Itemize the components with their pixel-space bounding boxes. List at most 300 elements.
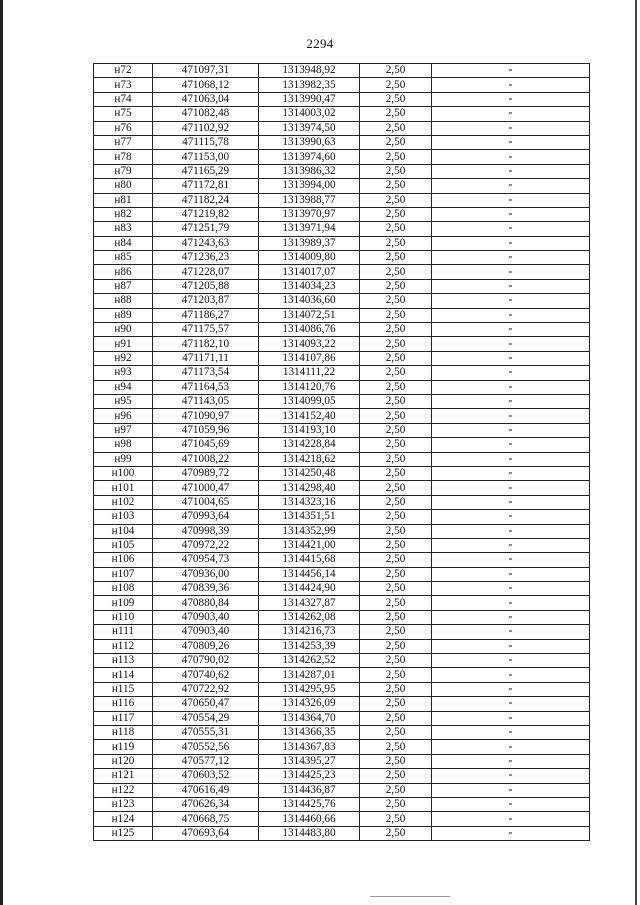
point-id-cell: н76: [94, 121, 153, 135]
note-cell: -: [432, 481, 590, 495]
note-cell: -: [432, 279, 590, 293]
note-cell: -: [432, 797, 590, 811]
accuracy-cell: 2,50: [360, 78, 432, 92]
note-cell: -: [432, 639, 590, 653]
y-coordinate-cell: 1314086,76: [259, 323, 360, 337]
table-row: [94, 826, 590, 840]
x-coordinate-cell: 470552,56: [153, 740, 259, 754]
accuracy-cell: 2,50: [360, 596, 432, 610]
point-id-cell: н73: [94, 78, 153, 92]
note-cell: -: [432, 725, 590, 739]
x-coordinate-cell: 470577,12: [153, 754, 259, 768]
point-id-cell: н72: [94, 64, 153, 78]
accuracy-cell: 2,50: [360, 222, 432, 236]
note-cell: -: [432, 826, 590, 840]
note-cell: -: [432, 294, 590, 308]
point-id-cell: н100: [94, 466, 153, 480]
table-row: [94, 222, 590, 236]
y-coordinate-cell: 1314072,51: [259, 308, 360, 322]
table-row: [94, 121, 590, 135]
accuracy-cell: 2,50: [360, 625, 432, 639]
note-cell: -: [432, 610, 590, 624]
accuracy-cell: 2,50: [360, 797, 432, 811]
note-cell: -: [432, 265, 590, 279]
table-row: [94, 164, 590, 178]
x-coordinate-cell: 470626,34: [153, 797, 259, 811]
accuracy-cell: 2,50: [360, 812, 432, 826]
point-id-cell: н109: [94, 596, 153, 610]
coordinates-table: [93, 63, 590, 841]
y-coordinate-cell: 1314395,27: [259, 754, 360, 768]
note-cell: -: [432, 78, 590, 92]
point-id-cell: н94: [94, 380, 153, 394]
y-coordinate-cell: 1314424,90: [259, 582, 360, 596]
x-coordinate-cell: 471172,81: [153, 179, 259, 193]
x-coordinate-cell: 471175,57: [153, 323, 259, 337]
table-row: [94, 538, 590, 552]
point-id-cell: н125: [94, 826, 153, 840]
note-cell: -: [432, 337, 590, 351]
x-coordinate-cell: 470668,75: [153, 812, 259, 826]
note-cell: -: [432, 538, 590, 552]
note-cell: -: [432, 495, 590, 509]
x-coordinate-cell: 471164,53: [153, 380, 259, 394]
table-row: [94, 553, 590, 567]
accuracy-cell: 2,50: [360, 639, 432, 653]
x-coordinate-cell: 470693,64: [153, 826, 259, 840]
note-cell: -: [432, 308, 590, 322]
x-coordinate-cell: 470989,72: [153, 466, 259, 480]
table-row: [94, 351, 590, 365]
point-id-cell: н106: [94, 553, 153, 567]
point-id-cell: н110: [94, 610, 153, 624]
table-row: [94, 582, 590, 596]
accuracy-cell: 2,50: [360, 466, 432, 480]
point-id-cell: н85: [94, 251, 153, 265]
note-cell: -: [432, 251, 590, 265]
note-cell: -: [432, 711, 590, 725]
note-cell: -: [432, 323, 590, 337]
note-cell: -: [432, 697, 590, 711]
table-row: [94, 567, 590, 581]
note-cell: -: [432, 193, 590, 207]
table-row: [94, 380, 590, 394]
point-id-cell: н101: [94, 481, 153, 495]
note-cell: -: [432, 409, 590, 423]
point-id-cell: н122: [94, 783, 153, 797]
point-id-cell: н120: [94, 754, 153, 768]
note-cell: -: [432, 135, 590, 149]
point-id-cell: н86: [94, 265, 153, 279]
x-coordinate-cell: 471068,12: [153, 78, 259, 92]
y-coordinate-cell: 1313986,32: [259, 164, 360, 178]
accuracy-cell: 2,50: [360, 438, 432, 452]
point-id-cell: н123: [94, 797, 153, 811]
note-cell: -: [432, 625, 590, 639]
note-cell: -: [432, 582, 590, 596]
point-id-cell: н90: [94, 323, 153, 337]
point-id-cell: н81: [94, 193, 153, 207]
point-id-cell: н103: [94, 510, 153, 524]
point-id-cell: н107: [94, 567, 153, 581]
x-coordinate-cell: 471090,97: [153, 409, 259, 423]
table-row: [94, 697, 590, 711]
point-id-cell: н93: [94, 366, 153, 380]
note-cell: -: [432, 164, 590, 178]
point-id-cell: н116: [94, 697, 153, 711]
y-coordinate-cell: 1313988,77: [259, 193, 360, 207]
point-id-cell: н88: [94, 294, 153, 308]
table-row: [94, 596, 590, 610]
accuracy-cell: 2,50: [360, 423, 432, 437]
note-cell: -: [432, 366, 590, 380]
table-row: [94, 654, 590, 668]
table-row: [94, 812, 590, 826]
y-coordinate-cell: 1313989,37: [259, 236, 360, 250]
note-cell: -: [432, 783, 590, 797]
y-coordinate-cell: 1313974,60: [259, 150, 360, 164]
table-row: [94, 150, 590, 164]
x-coordinate-cell: 471004,65: [153, 495, 259, 509]
accuracy-cell: 2,50: [360, 754, 432, 768]
accuracy-cell: 2,50: [360, 236, 432, 250]
point-id-cell: н118: [94, 725, 153, 739]
note-cell: -: [432, 351, 590, 365]
note-cell: -: [432, 524, 590, 538]
note-cell: -: [432, 740, 590, 754]
coordinates-table-body: [94, 64, 590, 841]
y-coordinate-cell: 1314425,23: [259, 769, 360, 783]
point-id-cell: н113: [94, 654, 153, 668]
accuracy-cell: 2,50: [360, 394, 432, 408]
y-coordinate-cell: 1314326,09: [259, 697, 360, 711]
accuracy-cell: 2,50: [360, 481, 432, 495]
point-id-cell: н80: [94, 179, 153, 193]
x-coordinate-cell: 471182,24: [153, 193, 259, 207]
x-coordinate-cell: 471097,31: [153, 64, 259, 78]
table-row: [94, 495, 590, 509]
accuracy-cell: 2,50: [360, 380, 432, 394]
accuracy-cell: 2,50: [360, 697, 432, 711]
table-row: [94, 524, 590, 538]
accuracy-cell: 2,50: [360, 294, 432, 308]
point-id-cell: н114: [94, 668, 153, 682]
y-coordinate-cell: 1314093,22: [259, 337, 360, 351]
page-number: 2294: [306, 36, 334, 51]
y-coordinate-cell: 1314298,40: [259, 481, 360, 495]
table-row: [94, 107, 590, 121]
accuracy-cell: 2,50: [360, 121, 432, 135]
x-coordinate-cell: 471008,22: [153, 452, 259, 466]
accuracy-cell: 2,50: [360, 351, 432, 365]
point-id-cell: н89: [94, 308, 153, 322]
point-id-cell: н124: [94, 812, 153, 826]
accuracy-cell: 2,50: [360, 308, 432, 322]
accuracy-cell: 2,50: [360, 337, 432, 351]
accuracy-cell: 2,50: [360, 179, 432, 193]
accuracy-cell: 2,50: [360, 826, 432, 840]
y-coordinate-cell: 1314436,87: [259, 783, 360, 797]
table-row: [94, 452, 590, 466]
accuracy-cell: 2,50: [360, 265, 432, 279]
x-coordinate-cell: 471182,10: [153, 337, 259, 351]
point-id-cell: н108: [94, 582, 153, 596]
y-coordinate-cell: 1314034,23: [259, 279, 360, 293]
x-coordinate-cell: 470903,40: [153, 610, 259, 624]
note-cell: -: [432, 179, 590, 193]
y-coordinate-cell: 1314218,62: [259, 452, 360, 466]
accuracy-cell: 2,50: [360, 553, 432, 567]
table-row: [94, 64, 590, 78]
note-cell: -: [432, 121, 590, 135]
table-row: [94, 236, 590, 250]
accuracy-cell: 2,50: [360, 682, 432, 696]
x-coordinate-cell: 470722,92: [153, 682, 259, 696]
table-row: [94, 135, 590, 149]
x-coordinate-cell: 471059,96: [153, 423, 259, 437]
point-id-cell: н112: [94, 639, 153, 653]
accuracy-cell: 2,50: [360, 783, 432, 797]
x-coordinate-cell: 471236,23: [153, 251, 259, 265]
y-coordinate-cell: 1314017,07: [259, 265, 360, 279]
point-id-cell: н82: [94, 207, 153, 221]
y-coordinate-cell: 1314250,48: [259, 466, 360, 480]
y-coordinate-cell: 1314352,99: [259, 524, 360, 538]
accuracy-cell: 2,50: [360, 769, 432, 783]
accuracy-cell: 2,50: [360, 668, 432, 682]
y-coordinate-cell: 1314262,52: [259, 654, 360, 668]
accuracy-cell: 2,50: [360, 207, 432, 221]
x-coordinate-cell: 470616,49: [153, 783, 259, 797]
table-row: [94, 740, 590, 754]
point-id-cell: н84: [94, 236, 153, 250]
note-cell: -: [432, 380, 590, 394]
x-coordinate-cell: 470954,73: [153, 553, 259, 567]
x-coordinate-cell: 470936,00: [153, 567, 259, 581]
table-row: [94, 711, 590, 725]
point-id-cell: н115: [94, 682, 153, 696]
point-id-cell: н105: [94, 538, 153, 552]
y-coordinate-cell: 1313971,94: [259, 222, 360, 236]
table-row: [94, 279, 590, 293]
note-cell: -: [432, 452, 590, 466]
accuracy-cell: 2,50: [360, 409, 432, 423]
note-cell: -: [432, 222, 590, 236]
page-edge-left: [0, 0, 3, 905]
table-row: [94, 610, 590, 624]
table-row: [94, 394, 590, 408]
table-row: [94, 265, 590, 279]
y-coordinate-cell: 1313990,63: [259, 135, 360, 149]
note-cell: -: [432, 394, 590, 408]
table-row: [94, 668, 590, 682]
x-coordinate-cell: 470790,02: [153, 654, 259, 668]
y-coordinate-cell: 1314421,00: [259, 538, 360, 552]
y-coordinate-cell: 1314120,76: [259, 380, 360, 394]
table-row: [94, 308, 590, 322]
accuracy-cell: 2,50: [360, 279, 432, 293]
y-coordinate-cell: 1313970,97: [259, 207, 360, 221]
y-coordinate-cell: 1314228,84: [259, 438, 360, 452]
point-id-cell: н77: [94, 135, 153, 149]
table-row: [94, 251, 590, 265]
accuracy-cell: 2,50: [360, 251, 432, 265]
note-cell: -: [432, 207, 590, 221]
point-id-cell: н119: [94, 740, 153, 754]
note-cell: -: [432, 654, 590, 668]
x-coordinate-cell: 471102,92: [153, 121, 259, 135]
accuracy-cell: 2,50: [360, 567, 432, 581]
table-row: [94, 510, 590, 524]
point-id-cell: н95: [94, 394, 153, 408]
table-row: [94, 294, 590, 308]
table-row: [94, 193, 590, 207]
y-coordinate-cell: 1314456,14: [259, 567, 360, 581]
table-row: [94, 423, 590, 437]
y-coordinate-cell: 1314366,35: [259, 725, 360, 739]
y-coordinate-cell: 1314425,76: [259, 797, 360, 811]
note-cell: -: [432, 466, 590, 480]
table-row: [94, 625, 590, 639]
accuracy-cell: 2,50: [360, 654, 432, 668]
x-coordinate-cell: 471143,05: [153, 394, 259, 408]
point-id-cell: н83: [94, 222, 153, 236]
scan-artifact-line: [370, 896, 450, 897]
page-edge-right: [635, 0, 637, 905]
y-coordinate-cell: 1314415,68: [259, 553, 360, 567]
point-id-cell: н87: [94, 279, 153, 293]
table-row: [94, 466, 590, 480]
point-id-cell: н102: [94, 495, 153, 509]
x-coordinate-cell: 470650,47: [153, 697, 259, 711]
point-id-cell: н75: [94, 107, 153, 121]
y-coordinate-cell: 1314099,05: [259, 394, 360, 408]
point-id-cell: н79: [94, 164, 153, 178]
y-coordinate-cell: 1314327,87: [259, 596, 360, 610]
accuracy-cell: 2,50: [360, 538, 432, 552]
table-row: [94, 797, 590, 811]
table-row: [94, 366, 590, 380]
x-coordinate-cell: 470903,40: [153, 625, 259, 639]
y-coordinate-cell: 1314107,86: [259, 351, 360, 365]
y-coordinate-cell: 1314003,02: [259, 107, 360, 121]
note-cell: -: [432, 754, 590, 768]
point-id-cell: н96: [94, 409, 153, 423]
point-id-cell: н78: [94, 150, 153, 164]
x-coordinate-cell: 470998,39: [153, 524, 259, 538]
accuracy-cell: 2,50: [360, 582, 432, 596]
note-cell: -: [432, 107, 590, 121]
x-coordinate-cell: 471165,29: [153, 164, 259, 178]
table-row: [94, 783, 590, 797]
y-coordinate-cell: 1314364,70: [259, 711, 360, 725]
y-coordinate-cell: 1313994,00: [259, 179, 360, 193]
accuracy-cell: 2,50: [360, 92, 432, 106]
table-row: [94, 92, 590, 106]
x-coordinate-cell: 470809,26: [153, 639, 259, 653]
accuracy-cell: 2,50: [360, 610, 432, 624]
table-row: [94, 438, 590, 452]
y-coordinate-cell: 1313974,50: [259, 121, 360, 135]
accuracy-cell: 2,50: [360, 452, 432, 466]
accuracy-cell: 2,50: [360, 495, 432, 509]
x-coordinate-cell: 470972,22: [153, 538, 259, 552]
point-id-cell: н117: [94, 711, 153, 725]
accuracy-cell: 2,50: [360, 524, 432, 538]
accuracy-cell: 2,50: [360, 711, 432, 725]
note-cell: -: [432, 64, 590, 78]
note-cell: -: [432, 668, 590, 682]
x-coordinate-cell: 471205,88: [153, 279, 259, 293]
accuracy-cell: 2,50: [360, 740, 432, 754]
y-coordinate-cell: 1314351,51: [259, 510, 360, 524]
point-id-cell: н121: [94, 769, 153, 783]
x-coordinate-cell: 471186,27: [153, 308, 259, 322]
x-coordinate-cell: 471045,69: [153, 438, 259, 452]
note-cell: -: [432, 596, 590, 610]
accuracy-cell: 2,50: [360, 164, 432, 178]
y-coordinate-cell: 1313990,47: [259, 92, 360, 106]
accuracy-cell: 2,50: [360, 135, 432, 149]
table-row: [94, 682, 590, 696]
y-coordinate-cell: 1314483,80: [259, 826, 360, 840]
y-coordinate-cell: 1314009,80: [259, 251, 360, 265]
x-coordinate-cell: 471171,11: [153, 351, 259, 365]
y-coordinate-cell: 1313948,92: [259, 64, 360, 78]
table-row: [94, 78, 590, 92]
x-coordinate-cell: 470740,62: [153, 668, 259, 682]
table-row: [94, 769, 590, 783]
note-cell: -: [432, 92, 590, 106]
table-row: [94, 639, 590, 653]
note-cell: -: [432, 553, 590, 567]
y-coordinate-cell: 1314111,22: [259, 366, 360, 380]
note-cell: -: [432, 510, 590, 524]
table-row: [94, 409, 590, 423]
x-coordinate-cell: 471115,78: [153, 135, 259, 149]
y-coordinate-cell: 1314036,60: [259, 294, 360, 308]
y-coordinate-cell: 1314193,10: [259, 423, 360, 437]
note-cell: -: [432, 682, 590, 696]
table-row: [94, 179, 590, 193]
x-coordinate-cell: 471063,04: [153, 92, 259, 106]
accuracy-cell: 2,50: [360, 64, 432, 78]
x-coordinate-cell: 471082,48: [153, 107, 259, 121]
x-coordinate-cell: 470554,29: [153, 711, 259, 725]
accuracy-cell: 2,50: [360, 510, 432, 524]
x-coordinate-cell: 471219,82: [153, 207, 259, 221]
table-row: [94, 481, 590, 495]
point-id-cell: н98: [94, 438, 153, 452]
note-cell: -: [432, 150, 590, 164]
y-coordinate-cell: 1314216,73: [259, 625, 360, 639]
x-coordinate-cell: 470993,64: [153, 510, 259, 524]
table-row: [94, 323, 590, 337]
accuracy-cell: 2,50: [360, 107, 432, 121]
y-coordinate-cell: 1314287,01: [259, 668, 360, 682]
note-cell: -: [432, 423, 590, 437]
table-row: [94, 725, 590, 739]
y-coordinate-cell: 1314152,40: [259, 409, 360, 423]
x-coordinate-cell: 470839,36: [153, 582, 259, 596]
point-id-cell: н74: [94, 92, 153, 106]
x-coordinate-cell: 471243,63: [153, 236, 259, 250]
point-id-cell: н92: [94, 351, 153, 365]
y-coordinate-cell: 1314367,83: [259, 740, 360, 754]
point-id-cell: н97: [94, 423, 153, 437]
point-id-cell: н104: [94, 524, 153, 538]
y-coordinate-cell: 1314323,16: [259, 495, 360, 509]
